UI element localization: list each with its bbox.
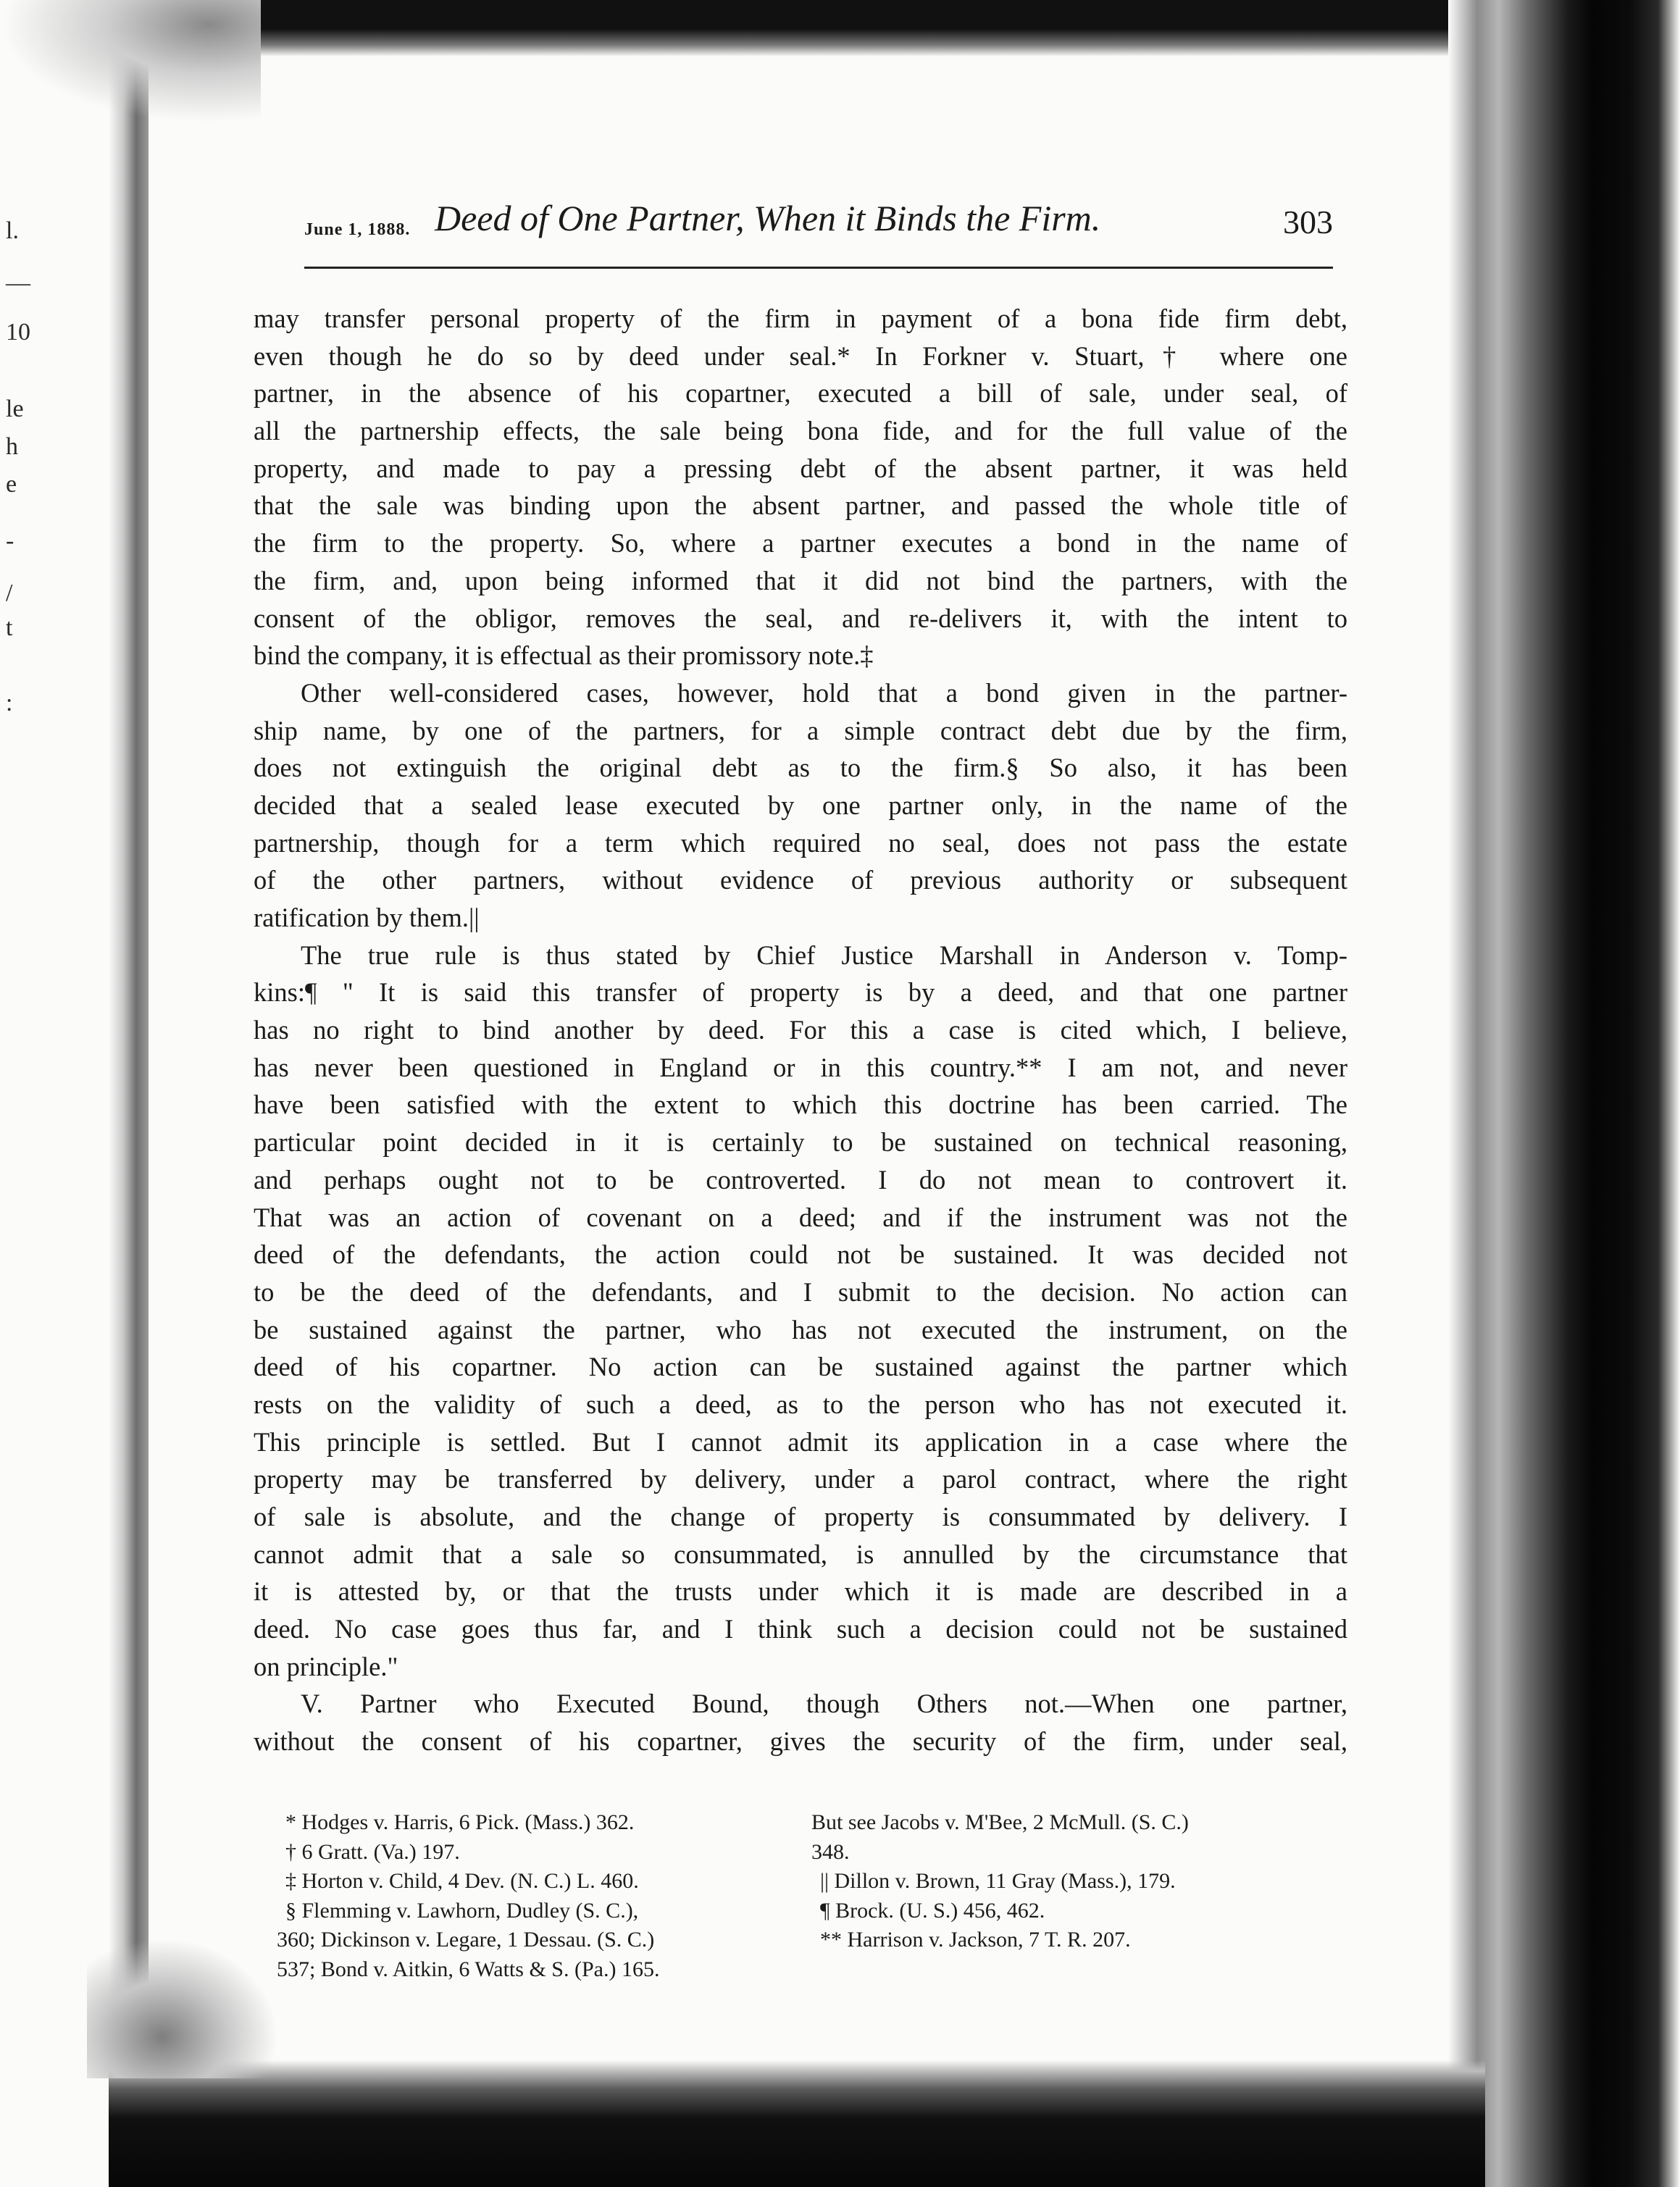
body-line: all the partnership effects, the sale being bona fide, and for the full value of the <box>254 416 1347 446</box>
body-line: Other well-considered cases, however, hold that a bond given in the partner- <box>301 677 1347 708</box>
body-line: decided that a sealed lease executed by one partner only, in the name of the <box>254 790 1347 820</box>
body-line: the firm to the property. So, where a partner executes a bond in the name of <box>254 528 1347 559</box>
footnote-line: || Dillon v. Brown, 11 Gray (Mass.), 179. <box>820 1869 1176 1893</box>
margin-fragment: h <box>6 433 18 460</box>
body-line: on principle." <box>254 1651 398 1681</box>
footnote-line: § Flemming v. Lawhorn, Dudley (S. C.), <box>285 1898 639 1923</box>
margin-fragment: t <box>6 614 13 641</box>
margin-fragment: / <box>6 580 13 606</box>
footnote-line: ‡ Horton v. Child, 4 Dev. (N. C.) L. 460. <box>285 1869 639 1893</box>
footnote-line: ** Harrison v. Jackson, 7 T. R. 207. <box>820 1928 1131 1952</box>
body-line: that the sale was binding upon the absent partner, and passed the whole title of <box>254 490 1347 521</box>
body-line: has never been questioned in England or in this country.** I am not, and never <box>254 1052 1347 1082</box>
scan-edge-bottom <box>109 2060 1485 2187</box>
body-line: property, and made to pay a pressing debt of the absent partner, it was held <box>254 453 1347 483</box>
margin-fragment: : <box>6 690 13 716</box>
body-line: This principle is settled. But I cannot admit its application in a case where the <box>254 1426 1347 1457</box>
margin-fragment: — <box>6 269 30 296</box>
scan-smudge-top-left <box>0 0 261 123</box>
body-line: deed of the defendants, the action could not be sustained. It was decided not <box>254 1239 1347 1270</box>
body-text <box>254 300 1347 1760</box>
footnotes-left-column <box>277 1808 777 1984</box>
header-date: June 1, 1888. <box>304 220 411 239</box>
footnote-line: But see Jacobs v. M'Bee, 2 McMull. (S. C.) <box>811 1810 1189 1834</box>
running-header <box>304 190 1333 255</box>
body-line: ratification by them.|| <box>254 903 480 932</box>
margin-fragment: le <box>6 396 24 422</box>
margin-fragment: l. <box>6 217 19 244</box>
body-line: V. Partner who Executed Bound, though Others not.—When one partner, <box>301 1689 1347 1719</box>
body-line: may transfer personal property of the firm in payment of a bona fide firm debt, <box>254 304 1347 333</box>
body-line: deed. No case goes thus far, and I think such a decision could not be sustained <box>254 1614 1347 1644</box>
body-line: consent of the obligor, removes the seal, and re-delivers it, with the intent to <box>254 603 1347 633</box>
body-line: The true rule is thus stated by Chief Justice Marshall in Anderson v. Tomp- <box>301 940 1347 970</box>
footnote-line: 360; Dickinson v. Legare, 1 Dessau. (S. C.) <box>277 1928 655 1952</box>
body-line: has no right to bind another by deed. For this a case is cited which, I believe, <box>254 1015 1347 1045</box>
body-line: bind the company, it is effectual as their promissory note.‡ <box>254 640 874 671</box>
body-line: deed of his copartner. No action can be sustained against the partner which <box>254 1352 1347 1382</box>
body-line: of sale is absolute, and the change of property is consummated by delivery. I <box>254 1502 1347 1531</box>
margin-fragment: 10 <box>6 319 30 346</box>
footnote-line: 537; Bond v. Aitkin, 6 Watts & S. (Pa.) 165. <box>277 1957 660 1981</box>
scan-smudge-bottom-left <box>87 1941 275 2078</box>
body-line: partner, in the absence of his copartner, executed a bill of sale, under seal, of <box>254 378 1347 409</box>
margin-fragment: e <box>6 471 17 498</box>
body-line: be sustained against the partner, who has not executed the instrument, on the <box>254 1314 1347 1345</box>
body-line: That was an action of covenant on a deed; and if the instrument was not the <box>254 1202 1347 1232</box>
body-line: to be the deed of the defendants, and I submit to the decision. No action can <box>254 1276 1347 1307</box>
body-line: have been satisfied with the extent to which this doctrine has been carried. The <box>254 1090 1347 1120</box>
body-line: rests on the validity of such a deed, as to the person who has not executed it. <box>254 1389 1347 1419</box>
footnote-line: 348. <box>811 1839 850 1864</box>
body-line: the firm, and, upon being informed that it did not bind the partners, with the <box>254 565 1347 595</box>
footnote-line: * Hodges v. Harris, 6 Pick. (Mass.) 362. <box>285 1810 635 1834</box>
margin-fragment: - <box>6 527 14 554</box>
body-line: property may be transferred by delivery, under a parol contract, where the right <box>254 1464 1347 1494</box>
body-line: it is attested by, or that the trusts under which it is made are described in a <box>254 1576 1347 1607</box>
scan-edge-top <box>123 0 1463 57</box>
body-line: ship name, by one of the partners, for a simple contract debt due by the firm, <box>254 715 1347 745</box>
body-line: does not extinguish the original debt as to the firm.§ So also, it has been <box>254 753 1347 783</box>
scan-edge-right <box>1448 0 1680 2187</box>
body-line: even though he do so by deed under seal.* In Forkner v. Stuart,† where one <box>254 340 1347 371</box>
body-line: particular point decided in it is certainly to be sustained on technical reasoning, <box>254 1127 1347 1158</box>
body-line: and perhaps ought not to be controverted. I do not mean to controvert it. <box>254 1164 1347 1195</box>
body-line: of the other partners, without evidence of previous authority or subsequent <box>254 865 1347 895</box>
footnotes-right-column <box>811 1808 1362 1955</box>
body-line: partnership, though for a term which required no seal, does not pass the estate <box>254 827 1347 858</box>
footnote-line: † 6 Gratt. (Va.) 197. <box>285 1839 460 1864</box>
header-rule <box>304 267 1333 269</box>
body-line: without the consent of his copartner, gives the security of the firm, under seal, <box>254 1726 1347 1757</box>
body-line: cannot admit that a sale so consummated, is annulled by the circumstance that <box>254 1539 1347 1569</box>
body-line: kins:¶ " It is said this transfer of property is by a deed, and that one partner <box>254 977 1347 1008</box>
page-number: 303 <box>1283 204 1333 241</box>
footnote-line: ¶ Brock. (U. S.) 456, 462. <box>820 1898 1045 1923</box>
header-title: Deed of One Partner, When it Binds the Firm. <box>435 198 1101 238</box>
